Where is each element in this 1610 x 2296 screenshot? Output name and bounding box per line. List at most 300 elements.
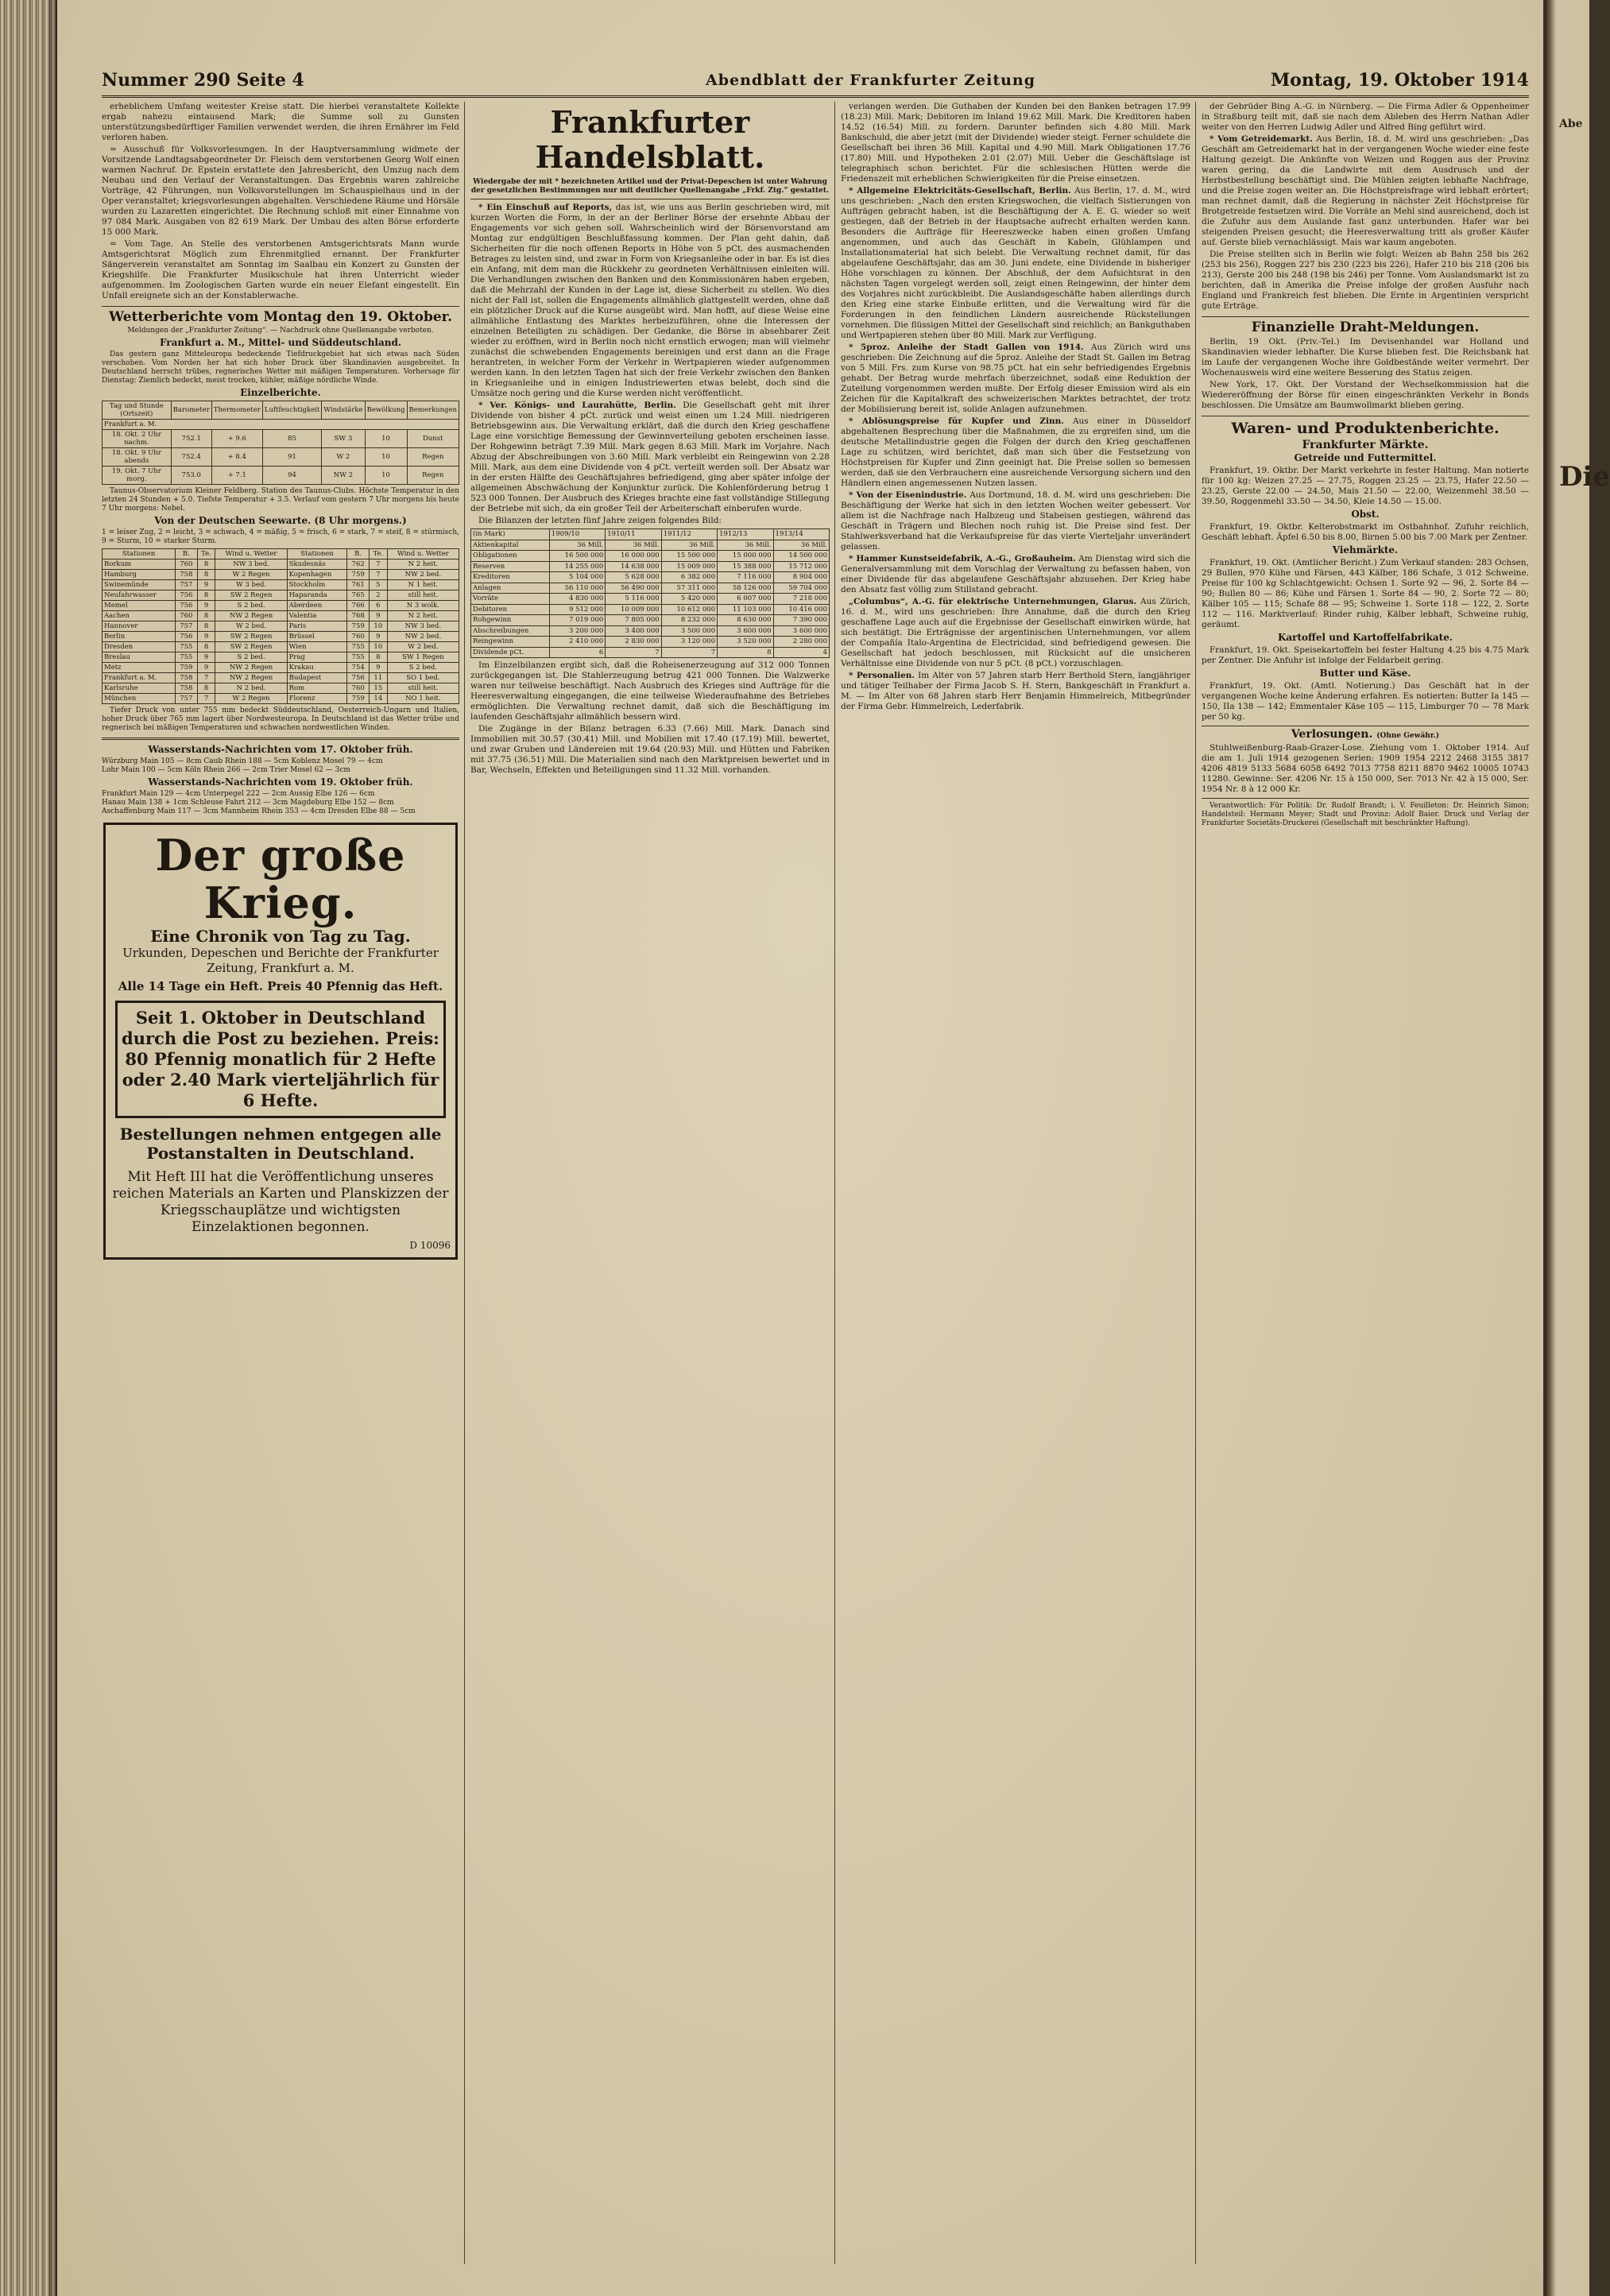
obst-title: Obst. (1351, 509, 1380, 520)
table-cell: W 2 Regen (215, 694, 287, 704)
table-cell: Prag (287, 652, 347, 663)
table-row (471, 637, 830, 648)
wasser2-row: Hanau Main 138 + 1cm Schleuse Fahrt 212 — 3cm Magdeburg Elbe 152 — 8cm (102, 799, 394, 807)
table-cell: 760 (176, 611, 197, 621)
table-cell: 8 630 000 (718, 615, 773, 626)
table-cell: 765 (347, 590, 369, 601)
table-cell: 759 (347, 570, 369, 580)
table-cell: Berlin (103, 632, 176, 642)
table-row (103, 590, 459, 601)
table-cell: still heit. (387, 590, 459, 601)
table-cell: 15 388 000 (718, 561, 773, 572)
table-cell: 10 416 000 (773, 604, 829, 615)
table-row: Frankfurt a. M. (103, 420, 459, 430)
table-cell: 9 512 000 (549, 604, 605, 615)
table-cell: 2 (369, 590, 387, 601)
imprint: Verantwortlich: Für Politik: Dr. Rudolf Brandt; i. V. Feuilleton: Dr. Heinrich Simon; Handelsteil: Hermann Meyer; Stadt und Provinz: Adolf Baier. Druck und Verlag der Frankfurter Societäts-Druckerei (Gesellschaft mit beschränkter Haftung). (1202, 802, 1529, 827)
station-table (102, 548, 459, 704)
col1-vom-tage: = Vom Tage. An Stelle des verstorbenen Amtsgerichtsrats Mann wurde Amtsgerichtsrat Möglich zum Ehrenmitglied ernannt. Der Frankfurter Sängerverein veranstaltet am Sonntag im Saalbau ein Konzert zu Gunsten der Kriegshilfe. Die Frankfurter Musikschule hat ihren Unterricht wieder aufgenommen. Im Zoologischen Garten wurde ein neuer Elefant eingestellt. Ein Unfall ereignete sich an der Konstablerwache. (102, 239, 459, 300)
article-body: Frankfurt, 19. Okt. (Amtlicher Bericht.) Zum Verkauf standen: 283 Ochsen, 29 Bullen, 970 Kühe und Färsen, 443 Kälber, 186 Schafe, 3 012 Schweine. Preise für 100 kg Schlachtgewicht: Ochsen 1. Sorte 92 — 96, 2. Sorte 84 — 90; Bullen 80 — 86; Kühe und Färsen 1. Sorte 84 — 90, 2. Sorte 72 — 80; Kälber 105 — 115; Schafe 88 — 95; Schweine 1. Sorte 118 — 122, 2. Sorte 112 — 116. Marktverlauf: Rinder ruhig, Kälber lebhaft, Schweine ruhig, geräumt. (1202, 558, 1529, 629)
table-row (103, 652, 459, 663)
table-cell: 5 (369, 580, 387, 590)
wx-header: Luftfeuchtigkeit (262, 401, 321, 420)
advertisement-der-grosse-krieg (103, 823, 458, 1260)
waren-title: Waren- und Produktenberichte. (1202, 416, 1529, 438)
table-cell: SW 2 Regen (215, 632, 287, 642)
table-cell: 8 (197, 683, 215, 694)
article-body: der Gebrüder Bing A.-G. in Nürnberg. — Die Firma Adler & Oppenheimer in Straßburg teilt mit, daß sie nach dem Ableben des Herrn Nathan Adler weiter von den Herren Ludwig Adler und Alfred Bing geführt wird. (1202, 102, 1529, 132)
table-cell: 7 (606, 647, 661, 658)
table-cell: 7 805 000 (606, 615, 661, 626)
table-cell: Rohgewinn (471, 615, 550, 626)
table-cell: 5 104 000 (549, 572, 605, 583)
wx-header: Barometer (171, 401, 211, 420)
article-body: Frankfurt, 19. Okt. Speisekartoffeln bei fester Haltung 4.25 bis 4.75 Mark per Zentner. Die Anfuhr ist infolge der Feldarbeit gering. (1202, 645, 1529, 665)
table-cell: 10 612 000 (661, 604, 717, 615)
table-row (471, 604, 830, 615)
table-cell: Debitoren (471, 604, 550, 615)
divider (102, 738, 459, 740)
table-cell: 3 120 000 (661, 637, 717, 648)
table-cell: Hamburg (103, 570, 176, 580)
table-cell: 757 (176, 694, 197, 704)
next-page-fragment: Die (1559, 461, 1610, 493)
table-cell: Abschreibungen (471, 625, 550, 637)
table-row (103, 673, 459, 683)
column-1 (102, 102, 459, 2264)
table-cell: 9 (369, 632, 387, 642)
table-cell: Rom (287, 683, 347, 694)
table-cell: 7 (197, 694, 215, 704)
handelsblatt-note: Wiedergabe der mit * bezeichneten Artikel und der Privat-Depeschen ist unter Wahrung der gesetzlichen Bestimmungen nur mit deutlicher Quellenangabe „Frkf. Ztg.“ gestattet. (470, 178, 830, 195)
table-cell: Aberdeen (287, 601, 347, 611)
table-cell: 762 (347, 559, 369, 570)
table-cell: 755 (347, 642, 369, 652)
table-cell: Stockholm (287, 580, 347, 590)
table-cell: SW 2 Regen (215, 590, 287, 601)
wx-header: Bewölkung (365, 401, 407, 420)
table-row (103, 559, 459, 570)
table-cell: S 2 bed. (387, 663, 459, 673)
handelsblatt-title: Frankfurter Handelsblatt. (535, 104, 765, 175)
table-cell: Swinemünde (103, 580, 176, 590)
table-cell: NW 3 bed. (387, 621, 459, 632)
article-head: * Ver. Königs- und Laurahütte, Berlin. (478, 401, 676, 410)
bilanz-table (470, 529, 830, 658)
station-header: Stationen (103, 549, 176, 559)
table-row (103, 601, 459, 611)
book-binding (0, 0, 56, 2296)
table-cell: Hannover (103, 621, 176, 632)
getreide-title: Getreide und Futtermittel. (1294, 452, 1437, 463)
table-cell: 3 200 000 (549, 625, 605, 637)
table-cell: 15 009 000 (661, 561, 717, 572)
table-cell: SO 1 bed. (387, 673, 459, 683)
table-cell: 15 000 000 (718, 551, 773, 562)
table-cell: Dividende pCt. (471, 647, 550, 658)
table-cell: 8 904 000 (773, 572, 829, 583)
table-cell: 56 490 000 (606, 583, 661, 594)
table-cell: 7 390 000 (773, 615, 829, 626)
bilanz-header: 1912/13 (718, 529, 773, 540)
article-body: Aus Berlin, 17. d. M., wird uns geschrieben: „Nach den ersten Kriegswochen, die vielfach Sistierungen von Aufträgen gebracht haben, ist die Beschäftigung der A. E. G. wieder so weit gestiegen, daß der Betrieb in der Hauptsache aufrecht erhalten werden kann. Besonders die Aufträge für Heereszwecke haben einen großen Umfang angenommen, und auch das Geschäft in Kabeln, Glühlampen und Installationsmaterial hat sich belebt. Die Verwaltung rechnet damit, für das abgelaufene Geschäftsjahr, das am 30. Juni endete, eine Dividende in bisheriger Höhe vorschlagen zu können. Der Abschluß, der dem Aufsichtsrat in den nächsten Tagen vorgelegt werden soll, zeigt einen Reingewinn, der hinter dem des Vorjahres nicht zurückbleibt. Die Auslandsgeschäfte haben allerdings durch den Krieg eine starke Einbuße erlitten, und die Verwaltung wird für die Forderungen in den feindlichen Ländern ausreichende Rückstellungen vornehmen. Die flüssigen Mittel der Gesellschaft sind reichlich; an Bankguthaben und Wertpapieren stehen über 80 Mill. Mark zur Verfügung. (841, 186, 1190, 340)
article-body: Berlin, 19 Okt. (Priv.-Tel.) Im Devisenhandel war Holland und Skandinavien wieder lebhafter. Die Kurse blieben fest. Die Reichsbank hat im Laufe der vergangenen Woche ihre Goldbestände weiter vermehrt. Der Wochenausweis wird eine weitere Besserung des Status zeigen. (1202, 337, 1529, 378)
bilanz-header: 1913/14 (773, 529, 829, 540)
table-cell: München (103, 694, 176, 704)
station-header: B. (347, 549, 369, 559)
article-body: verlangen werden. Die Guthaben der Kunden bei den Banken betragen 17.99 (18.23) Mill. Mark; Debitoren im Inland 19.62 Mill. Mark. Die Kreditoren haben 14.52 (16.54) Mill. zu fordern. Darunter befinden sich 4.80 Mill. Mark Bankschuld, die aber jetzt (mit der Dividende) wieder steigt. Ferner schuldete die Gesellschaft bei ihren 36 Mill. Kapital und 4.90 Mill. Mark Obligationen 17.76 (17.80) Mill. und Hypotheken 2.01 (2.07) Mill. Ueber die Geschäftslage ist telegraphisch schon berichtet. Für die schlesischen Hütten werde die Friedenszeit mit erheblichen Schwierigkeiten für die Preise einsetzen. (841, 102, 1190, 184)
table-cell: 58 126 000 (718, 583, 773, 594)
table-cell: NW 2 Regen (215, 663, 287, 673)
ad-orders: Bestellungen nehmen entgegen alle Postanstalten in Deutschland. (119, 1125, 442, 1163)
table-cell: 760 (347, 632, 369, 642)
table-cell: 7 218 000 (773, 594, 829, 605)
table-row (471, 615, 830, 626)
article-body: Die Zugänge in der Bilanz betragen 6.33 (7.66) Mill. Mark. Danach sind Immobilien mit 30.57 (30.41) Mill. und Mobilien mit 17.40 (17.19) Mill. bewertet, und zwar Gruben und Ländereien mit 19.64 (20.93) Mill. und Hütten und Fabriken mit 37.75 (36.51) Mill. Die Materialien sind nach den Marktpreisen bewertet und in Bar, Wechseln, Effekten und Beteiligungen sind 11.32 Mill. vorhanden. (470, 724, 830, 775)
table-cell: 16 500 000 (549, 551, 605, 562)
newspaper-page (57, 0, 1543, 2296)
table-cell: 9 (197, 601, 215, 611)
table-cell: 761 (347, 580, 369, 590)
wx-header: Bemerkungen (407, 401, 459, 420)
bilanz-header: 1911/12 (661, 529, 717, 540)
bilanz-header: (in Mark) (471, 529, 550, 540)
wasser2-row: Frankfurt Main 129 — 4cm Unterpegel 222 — 2cm Aussig Elbe 126 — 6cm (102, 790, 375, 798)
article-head: * Hammer Kunstseidefabrik, A.-G., Großauheim. (849, 554, 1076, 563)
station-header: Te. (197, 549, 215, 559)
table-cell: Neufahrwasser (103, 590, 176, 601)
table-cell: 755 (347, 652, 369, 663)
table-cell: 5 628 000 (606, 572, 661, 583)
table-cell: 3 600 000 (718, 625, 773, 637)
table-cell: W 3 bed. (215, 580, 287, 590)
table-row (103, 642, 459, 652)
table-cell: 756 (176, 632, 197, 642)
table-cell: Dresden (103, 642, 176, 652)
table-cell: 36 Mill. (773, 540, 829, 551)
table-cell: 10 (369, 642, 387, 652)
table-cell: 757 (176, 621, 197, 632)
weather-intro: Das gestern ganz Mitteleuropa bedeckende Tiefdruckgebiet hat sich etwas nach Süden verschoben. Vom Norden her hat sich hoher Druck über Skandinavien ausgebreitet. In Deutschland herrscht trübes, regnerisches Wetter mit mäßigen Temperaturen. Vorhersage für Dienstag: Ziemlich bedeckt, meist trocken, kühler, mäßige nördliche Winde. (102, 350, 459, 385)
next-page-edge (1545, 0, 1610, 2296)
table-cell: 15 500 000 (661, 551, 717, 562)
ad-code: D 10096 (409, 1240, 451, 1251)
table-cell: Paris (287, 621, 347, 632)
table-cell: 759 (347, 621, 369, 632)
ad-subscription-box: Seit 1. Oktober in Deutschland durch die Post zu beziehen. Preis: 80 Pfennig monatlich für 2 Hefte oder 2.40 Mark vierteljährlich für 6 Hefte. (115, 1001, 446, 1118)
table-cell: 6 382 000 (661, 572, 717, 583)
table-cell: 7 (661, 647, 717, 658)
paper-title: Abendblatt der Frankfurter Zeitung (706, 72, 1036, 89)
table-row (471, 625, 830, 637)
article-body: Frankfurt, 19. Oktbr. Kelterobstmarkt im Ostbahnhof. Zufuhr reichlich, Geschäft lebhaft. Äpfel 6.50 bis 8.00, Birnen 5.00 bis 7.00 Mark per Zentner. (1202, 522, 1529, 542)
table-cell: 9 (197, 652, 215, 663)
table-cell: 2 830 000 (606, 637, 661, 648)
table-row: 19. Okt. 7 Uhr morg. 753.0 + 7.1 94 NW 2 10 Regen (103, 467, 459, 485)
table-cell: 11 103 000 (718, 604, 773, 615)
table-cell: 759 (347, 694, 369, 704)
table-cell: N 1 heit. (387, 580, 459, 590)
seewarte-title: Von der Deutschen Seewarte. (8 Uhr morgens.) (154, 515, 407, 526)
maerkte-title: Frankfurter Märkte. (1302, 439, 1429, 451)
table-cell: 5 420 000 (661, 594, 717, 605)
table-cell: 755 (176, 642, 197, 652)
article-body: Aus Zürich wird uns geschrieben: Die Zeichnung auf die 5proz. Anleihe der Stadt St. Gallen im Betrag von 5 Mill. Frs. zum Kurse von 98.75 pCt. hat ein sehr befriedigendes Ergebnis gehabt. Der Betrag wurde mehrfach überzeichnet, sodaß eine Reduktion der Zuteilung vorgenommen werden mußte. Der Erfolg dieser Emission wird als ein Zeichen für die Kapitalkraft des schweizerischen Marktes betrachtet, der trotz der Mobilisierung bereit ist, solide Anlagen aufzunehmen. (841, 343, 1191, 414)
table-cell: 9 (197, 632, 215, 642)
table-cell: Breslau (103, 652, 176, 663)
col1-intro: erheblichem Umfang weitester Kreise statt. Die hierbei veranstaltete Kollekte ergab nahezu eintausend Mark; die Summe soll zu Gunsten unterstützungsbedürftiger Familien verwendet werden, die ihren Ernährer im Feld verloren haben. (102, 102, 459, 142)
table-cell: Karlsruhe (103, 683, 176, 694)
table-cell: Aktienkapital (471, 540, 550, 551)
table-row (471, 561, 830, 572)
table-cell: 14 500 000 (773, 551, 829, 562)
table-cell: still heit. (387, 683, 459, 694)
table-cell: Reserven (471, 561, 550, 572)
station-note: Tiefer Druck von unter 755 mm bedeckt Süddeutschland, Oesterreich-Ungarn und Italien, hoher Druck über 765 mm lagert über Nordwesteuropa. In Deutschland ist das Wetter trübe und regnerisch bei mäßigen Temperaturen und schwachen nordwestlichen Winden. (102, 707, 459, 732)
taunus-report: Taunus-Observatorium Kleiner Feldberg. Station des Taunus-Clubs. Höchste Temperatur in den letzten 24 Stunden + 5.0. Tiefste Temperatur + 3.5. Verlauf vom gestern 7 Uhr morgens bis heute 7 Uhr morgens: Nebel. (102, 487, 459, 513)
table-cell: 5 116 000 (606, 594, 661, 605)
table-cell: 7 116 000 (718, 572, 773, 583)
table-cell: Wien (287, 642, 347, 652)
table-cell: 11 (369, 673, 387, 683)
next-page-fragment: Abe (1559, 118, 1583, 130)
table-row (103, 621, 459, 632)
table-cell: 59 704 000 (773, 583, 829, 594)
table-cell: 14 638 000 (606, 561, 661, 572)
table-cell: Valentia (287, 611, 347, 621)
table-cell: 9 (197, 580, 215, 590)
weather-title: Wetterberichte vom Montag den 19. Oktober. (102, 306, 459, 324)
table-cell: 7 (369, 559, 387, 570)
bilanz-header: 1910/11 (606, 529, 661, 540)
table-cell: Kreditoren (471, 572, 550, 583)
table-cell: Memel (103, 601, 176, 611)
article-head: * Vom Getreidemarkt. (1209, 134, 1313, 144)
bilanz-header: 1909/10 (549, 529, 605, 540)
seewarte-legend: 1 = leiser Zug, 2 = leicht, 3 = schwach, 4 = mäßig, 5 = frisch, 6 = stark, 7 = steif, 8 = stürmisch, 9 = Sturm, 10 = starker Sturm. (102, 529, 459, 545)
table-cell: N 2 heit. (387, 611, 459, 621)
table-cell: 57 311 000 (661, 583, 717, 594)
wasser2-row: Aschaffenburg Main 117 — 3cm Mannheim Rhein 353 — 4cm Dresden Elbe 88 — 5cm (102, 807, 416, 815)
table-cell: 9 (197, 663, 215, 673)
table-cell: S 2 bed. (215, 601, 287, 611)
table-cell: 36 Mill. (549, 540, 605, 551)
table-cell: Borkum (103, 559, 176, 570)
wasser1-row: Lohr Main 100 — 5cm Köln Rhein 266 — 2cm Trier Mosel 62 — 3cm (102, 766, 350, 774)
table-cell: 768 (347, 611, 369, 621)
table-cell: 36 Mill. (718, 540, 773, 551)
article-body: Im Einzelbilanzen ergibt sich, daß die Roheisenerzeugung auf 312 000 Tonnen zurückgegangen ist. Die Stahlerzeugung betrug 421 000 Tonnen. Die Walzwerke waren nur teilweise beschäftigt. Nach Ausbruch des Krieges sind Aufträge für die Heeresverwaltung eingegangen, die eine teilweise Wiederaufnahme des Betriebes ermöglichten. Die Verwaltung rechnet damit, daß sich die Beschäftigung im laufenden Geschäftsjahr allmählich bessern wird. (470, 660, 830, 722)
table-row (103, 683, 459, 694)
article-head: * Personalien. (849, 671, 915, 680)
table-cell: W 2 bed. (387, 642, 459, 652)
table-cell: NW 2 bed. (387, 632, 459, 642)
article-head: * Ablösungspreise für Kupfer und Zinn. (849, 416, 1064, 426)
table-cell: 7 019 000 (549, 615, 605, 626)
table-cell: 4 830 000 (549, 594, 605, 605)
table-cell: W 2 bed. (215, 621, 287, 632)
table-row (471, 583, 830, 594)
table-cell: 10 (369, 621, 387, 632)
table-row (103, 694, 459, 704)
table-cell: 10 009 000 (606, 604, 661, 615)
table-cell: 8 (197, 642, 215, 652)
table-cell: 756 (176, 590, 197, 601)
ad-title: Der große Krieg. (155, 830, 406, 928)
column-rule (464, 102, 465, 2264)
table-cell: SW 1 Regen (387, 652, 459, 663)
table-cell: 8 (197, 611, 215, 621)
ad-subtitle: Eine Chronik von Tag zu Tag. (150, 927, 411, 946)
butter-title: Butter und Käse. (1319, 668, 1411, 679)
table-cell: Budapest (287, 673, 347, 683)
ad-footer: Mit Heft III hat die Veröffentlichung unseres reichen Materials an Karten und Planskizzen der Kriegsschauplätze und wichtigsten Einzelaktionen begonnen. (112, 1169, 449, 1235)
article-body: Am Dienstag wird sich die Generalversammlung mit dem Vorschlag der Verwaltung zu befassen haben, von einer Dividende für das abgelaufene Geschäftsjahr abzusehen. Der Krieg habe den Absatz fast völlig zum Stillstand gebracht. (841, 554, 1190, 594)
table-cell: 3 520 000 (718, 637, 773, 648)
article-head: * Von der Eisenindustrie. (849, 490, 967, 500)
table-cell: Frankfurt a. M. (103, 673, 176, 683)
table-cell: 756 (176, 601, 197, 611)
table-cell: S 2 bed. (215, 652, 287, 663)
table-cell: 6 (369, 601, 387, 611)
table-cell: 760 (347, 683, 369, 694)
table-cell: Haparanda (287, 590, 347, 601)
ad-price: Alle 14 Tage ein Heft. Preis 40 Pfennig das Heft. (118, 979, 443, 993)
table-row (471, 572, 830, 583)
wx-header: Tag und Stunde (Ortszeit) (103, 401, 172, 420)
station-header: B. (176, 549, 197, 559)
table-cell: 36 Mill. (606, 540, 661, 551)
table-cell: Krakau (287, 663, 347, 673)
table-cell: 56 110 000 (549, 583, 605, 594)
column-rule (834, 102, 835, 2264)
divider (1202, 798, 1529, 799)
table-cell: 15 (369, 683, 387, 694)
table-cell: 9 (369, 611, 387, 621)
table-cell: Florenz (287, 694, 347, 704)
table-cell: 758 (176, 683, 197, 694)
table-cell: 14 255 000 (549, 561, 605, 572)
table-cell: 8 232 000 (661, 615, 717, 626)
col1-volksvorlesungen: = Ausschuß für Volksvorlesungen. In der Hauptversammlung widmete der Vorsitzende Landtagsabgeordneter Dr. Fleisch dem verstorbenen Georg Wolf einen warmen Nachruf. Dr. Epstein erstattete den Jahresbericht, den Umzug nach dem Neubau und den Verlauf der Veranstaltungen. Das Ergebnis waren zahlreiche Vorträge, 42 Führungen, nun Volksvorstellungen im Schauspielhaus und in der Oper veranstaltet; kriegsvorlesungen abgehalten. Verschiedene Räume und Hörsäle wurden zu Lazaretten eingerichtet. Die Rechnung schloß mit einer Einnahme von 97 084 Mark. Ausgaben von 82 619 Mark. Der Umbau des alten Börse erforderte 15 000 Mark. (102, 145, 459, 237)
table-cell: 8 (197, 570, 215, 580)
table-cell: 758 (176, 673, 197, 683)
wx-header: Thermometer (211, 401, 262, 420)
table-cell: 8 (197, 559, 215, 570)
table-cell: NW 2 Regen (215, 611, 287, 621)
table-cell: 14 (369, 694, 387, 704)
table-cell: 15 712 000 (773, 561, 829, 572)
table-cell: NW 2 bed. (387, 570, 459, 580)
table-row (103, 632, 459, 642)
table-cell: 760 (176, 559, 197, 570)
table-row (103, 570, 459, 580)
wasser1-title: Wasserstands-Nachrichten vom 17. Oktober früh. (148, 744, 413, 755)
table-cell: NO 1 heit. (387, 694, 459, 704)
table-header-row (471, 529, 830, 540)
article-body: Aus einer in Düsseldorf abgehaltenen Besprechung über die Maßnahmen, die zu ergreifen sind, um die deutsche Metallindustrie gegen die Folgen der durch den Krieg geschaffenen Lage zu schützen, wird berichtet, daß man sich über die Festsetzung von Höchstpreisen für Kupfer und Zinn geeinigt hat. Die Preise sollen so bemessen werden, daß sie den Verbrauchern eine ausreichende Versorgung sichern und den Händlern einen angemessenen Nutzen lassen. (841, 416, 1190, 488)
table-cell: 6 007 000 (718, 594, 773, 605)
station-header: Te. (369, 549, 387, 559)
article-body: New York, 17. Okt. Der Vorstand der Wechselkommission hat die Wiedereröffnung der Börse für einen eingeschränkten Verkehr in Bonds beschlossen. Die Umsätze am Baumwollmarkt blieben gering. (1202, 380, 1529, 410)
article-body: Im Alter von 57 Jahren starb Herr Berthold Stern, langjähriger und tätiger Teilhaber der Firma Jacob S. H. Stern, Bankgeschäft in Frankfurt a. M. — Im Alter von 68 Jahren starb Herr Benjamin Himmelreich, Mitbegründer der Firma Gebr. Himmelreich, Lederfabrik. (841, 671, 1190, 711)
table-cell: N 3 wolk. (387, 601, 459, 611)
wasser2-title: Wasserstands-Nachrichten vom 19. Oktober früh. (148, 776, 413, 788)
table-cell: 3 600 000 (773, 625, 829, 637)
table-cell: 7 (369, 570, 387, 580)
table-cell: 758 (176, 570, 197, 580)
table-cell: 755 (176, 652, 197, 663)
table-cell: 36 Mill. (661, 540, 717, 551)
weather-region: Frankfurt a. M., Mittel- und Süddeutschland. (159, 337, 402, 348)
table-cell: 3 500 000 (661, 625, 717, 637)
table-cell: Metz (103, 663, 176, 673)
article-body: Frankfurt, 19. Okt. (Amtl. Notierung.) Das Geschäft hat in der vergangenen Woche keine Änderung erfahren. Es notierten: Butter Ia 145 — 150, IIa 138 — 142; Emmentaler Käse 105 — 115, Limburger 70 — 78 Mark per 50 kg. (1202, 681, 1529, 722)
verlosungen-note: (Ohne Gewähr.) (1376, 732, 1440, 740)
table-cell: NW 3 bed. (215, 559, 287, 570)
table-cell: 3 400 000 (606, 625, 661, 637)
article-head: * 5proz. Anleihe der Stadt Gallen von 1914. (849, 343, 1084, 352)
issue-date: Montag, 19. Oktober 1914 (1270, 70, 1529, 91)
draht-title: Finanzielle Draht-Meldungen. (1202, 316, 1529, 335)
table-cell: 8 (369, 652, 387, 663)
table-row (471, 540, 830, 551)
article-body: Stuhlweißenburg-Raab-Grazer-Lose. Ziehung vom 1. Oktober 1914. Auf die am 1. Juli 1914 gezogenen Serien: 1909 1954 2212 2468 3155 3817 4206 4819 5133 5684 6058 6492 7013 7758 8211 8870 9462 10005 10743 11280. Gewinne: Ser. 4206 Nr. 15 à 150 000, Ser. 7013 Nr. 42 à 15 000, Ser. 1954 Nr. 8 à 12 000 Kr. (1202, 743, 1529, 794)
verlosungen-title: Verlosungen. (1291, 728, 1373, 741)
table-row: 18. Okt. 2 Uhr nachm. 752.1 + 9.6 85 SW 3 10 Dunst (103, 430, 459, 448)
table-cell: 2 410 000 (549, 637, 605, 648)
station-header: Wind u. Wetter (215, 549, 287, 559)
article-body: Aus Berlin, 18. d. M. wird uns geschrieben: „Das Geschäft am Getreidemarkt hat in der vergangenen Woche wieder eine feste Haltung gezeigt. Die Ankünfte von Weizen und Roggen aus der Provinz waren gering, da die Landwirte mit dem Ausdrusch und der Herbstbestellung beschäftigt sind. Die Mühlen zeigten lebhafte Nachfrage, und die Preise zogen weiter an. Die Höchstpreisfrage wird lebhaft erörtert; man rechnet damit, daß die Regierung in nächster Zeit Höchstpreise für Brotgetreide festsetzen wird. Die Vorräte an Mehl sind ausreichend, doch ist die Zufuhr aus dem Auslande fast ganz unterbunden. Hafer war bei steigenden Preisen gesucht; die Heeresverwaltung tritt als großer Käufer auf. Gerste blieb vernachlässigt. Mais war kaum angeboten. (1202, 134, 1530, 247)
table-cell: N 2 bed. (215, 683, 287, 694)
table-cell: 766 (347, 601, 369, 611)
column-2 (470, 102, 830, 2264)
table-cell: Aachen (103, 611, 176, 621)
issue-number: Nummer 290 Seite 4 (102, 70, 304, 91)
table-cell: N 2 heit. (387, 559, 459, 570)
table-row (471, 551, 830, 562)
table-row (471, 647, 830, 658)
article-body: Die Gesellschaft geht mit ihrer Dividende von bisher 4 pCt. zurück und weist einen um 1.24 Mill. niedrigeren Betriebsgewinn aus. Die Verwaltung erklärt, daß die durch den Krieg geschaffene Lage eine vorsichtige Bemessung der Gewinnverteilung geboten erscheinen lasse. Der Rohgewinn beträgt 7.39 Mill. Mark gegen 8.63 Mill. Mark im Vorjahre. Nach Abzug der Abschreibungen von 3.60 Mill. Mark verbleibt ein Reingewinn von 2.28 Mill. Mark, aus dem eine Dividende von 4 pCt. verteilt werden soll. Der Absatz war in der ersten Hälfte des Geschäftsjahres befriedigend, ging aber später infolge der allgemeinen Abschwächung der Konjunktur zurück. Die Kohlenförderung betrug 1 523 000 Tonnen. Der Ausbruch des Krieges brachte eine fast vollständige Stillegung der Betriebe mit sich, da ein großer Teil der Arbeiterschaft einberufen wurde. (470, 401, 830, 513)
table-cell: 2 280 000 (773, 637, 829, 648)
article-head: „Columbus“, A.-G. für elektrische Unternehmungen, Glarus. (849, 597, 1137, 606)
table-cell: Obligationen (471, 551, 550, 562)
table-row (471, 594, 830, 605)
table-cell: Anlagen (471, 583, 550, 594)
table-cell: W 2 Regen (215, 570, 287, 580)
table-cell: 8 (718, 647, 773, 658)
table-cell: 759 (176, 663, 197, 673)
column-rule (1195, 102, 1196, 2264)
article-body: Aus Dortmund, 18. d. M. wird uns geschrieben: Die Beschäftigung der Werke hat sich in den letzten Wochen weiter gebessert. Vor allem ist die Nachfrage nach Halbzeug und Stabeisen gestiegen, während das Geschäft in Trägern und Blechen noch ruhig ist. Die Preise sind fest. Der Stahlwerksverband hat die Verkaufspreise für das vierte Vierteljahr unverändert gelassen. (841, 490, 1190, 552)
table-cell: Brüssel (287, 632, 347, 642)
kartoffel-title: Kartoffel und Kartoffelfabrikate. (1277, 632, 1453, 643)
masthead (102, 68, 1529, 98)
table-cell: 756 (347, 673, 369, 683)
table-row (103, 663, 459, 673)
bilanz-intro: Die Bilanzen der letzten fünf Jahre zeigen folgendes Bild: (478, 516, 722, 525)
table-cell: 6 (549, 647, 605, 658)
article-body: Die Preise stellten sich in Berlin wie folgt: Weizen ab Bahn 258 bis 262 (253 bis 256), Roggen 227 bis 230 (223 bis 226), Hafer 210 bis 218 (206 bis 213), Gerste 200 bis 248 (198 bis 246) per Tonne. Vom Auslandsmarkt ist zu berichten, daß in Amerika die Preise infolge der großen Ausfuhr nach England und Frankreich fest blieben. Die Ernte in Argentinien verspricht gute Erträge. (1202, 250, 1529, 311)
article-head: * Allgemeine Elektricitäts-Gesellschaft, Berlin. (849, 186, 1071, 196)
table-cell: 8 (197, 590, 215, 601)
station-header: Stationen (287, 549, 347, 559)
wasser1-row: Würzburg Main 105 — 8cm Caub Rhein 188 — 5cm Koblenz Mosel 79 — 4cm (102, 757, 383, 765)
weather-table (102, 401, 459, 485)
table-cell: 9 (369, 663, 387, 673)
column-3 (841, 102, 1190, 2264)
table-cell: 7 (197, 673, 215, 683)
